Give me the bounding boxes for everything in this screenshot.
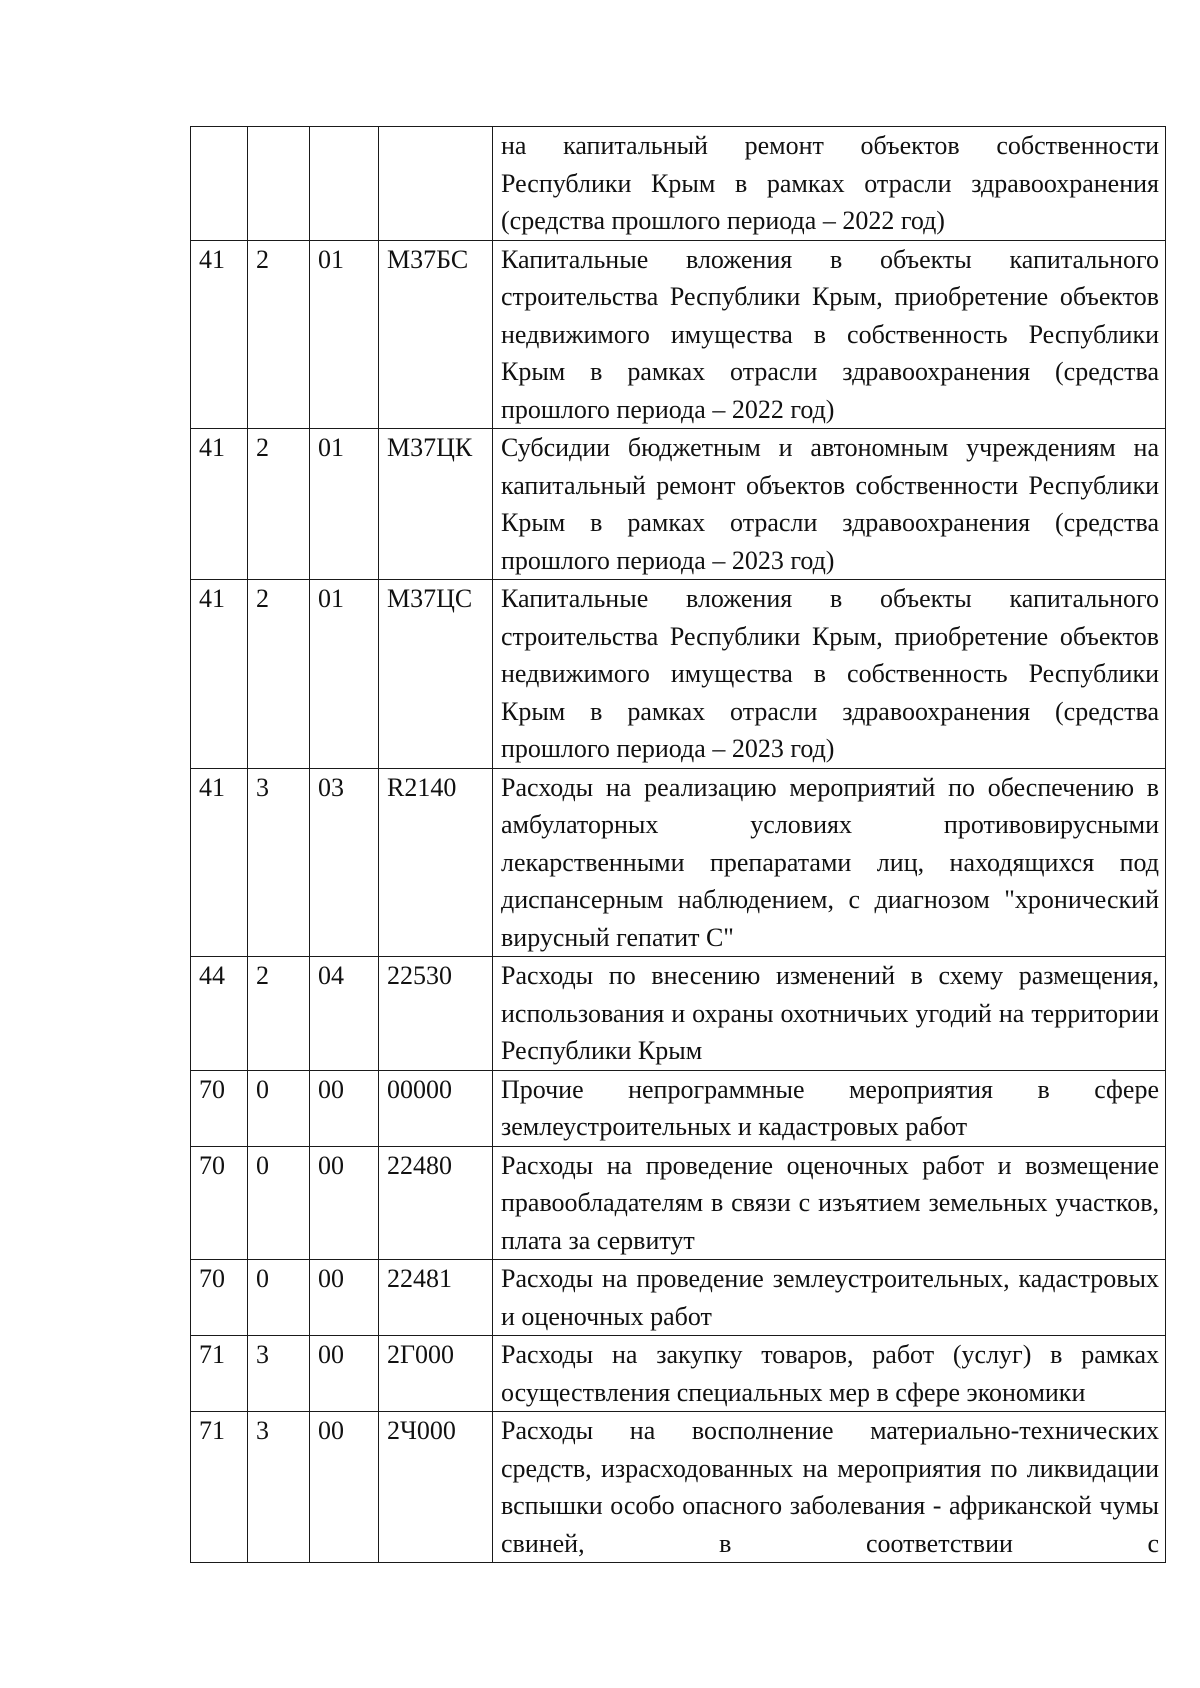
code-cell: 00 bbox=[310, 1070, 379, 1146]
description-cell: Расходы на реализацию мероприятий по обеспечению в амбулаторных условиях противовирусными лекарственными препаратами лиц, находящихся под диспансерным наблюдением, с диагнозом "хронический вирусный гепатит С" bbox=[493, 768, 1166, 957]
code-cell: 00 bbox=[310, 1412, 379, 1563]
table-row bbox=[191, 240, 1166, 429]
code-cell: R2140 bbox=[379, 768, 493, 957]
code-cell: 2 bbox=[248, 957, 310, 1071]
code-cell bbox=[310, 127, 379, 241]
code-cell: 70 bbox=[191, 1260, 248, 1336]
description-cell: Расходы на проведение землеустроительных, кадастровых и оценочных работ bbox=[493, 1260, 1166, 1336]
code-cell: 22481 bbox=[379, 1260, 493, 1336]
description-cell: на капитальный ремонт объектов собственности Республики Крым в рамках отрасли здравоохранения (средства прошлого периода – 2022 год) bbox=[493, 127, 1166, 241]
code-cell: 22530 bbox=[379, 957, 493, 1071]
code-cell: 44 bbox=[191, 957, 248, 1071]
code-cell: 2 bbox=[248, 240, 310, 429]
table-row bbox=[191, 1336, 1166, 1412]
code-cell: 41 bbox=[191, 580, 248, 769]
code-cell: 00 bbox=[310, 1336, 379, 1412]
table-row bbox=[191, 1412, 1166, 1563]
description-cell: Расходы на восполнение материально-технических средств, израсходованных на мероприятия по ликвидации вспышки особо опасного заболевания - африканской чумы свиней, в соответствии с bbox=[493, 1412, 1166, 1563]
code-cell: М37ЦК bbox=[379, 429, 493, 580]
code-cell: 2 bbox=[248, 580, 310, 769]
code-cell: 04 bbox=[310, 957, 379, 1071]
code-cell: 2 bbox=[248, 429, 310, 580]
description-cell: Капитальные вложения в объекты капитального строительства Республики Крым, приобретение объектов недвижимого имущества в собственность Республики Крым в рамках отрасли здравоохранения (средства прошлого периода – 2023 год) bbox=[493, 580, 1166, 769]
description-cell: Расходы на проведение оценочных работ и возмещение правообладателям в связи с изъятием земельных участков, плата за сервитут bbox=[493, 1146, 1166, 1260]
code-cell bbox=[379, 127, 493, 241]
code-cell: 41 bbox=[191, 768, 248, 957]
code-cell bbox=[248, 127, 310, 241]
description-cell: Расходы по внесению изменений в схему размещения, использования и охраны охотничьих угодий на территории Республики Крым bbox=[493, 957, 1166, 1071]
code-cell: М37БС bbox=[379, 240, 493, 429]
code-cell: 2Ч000 bbox=[379, 1412, 493, 1563]
code-cell: 70 bbox=[191, 1146, 248, 1260]
code-cell: 3 bbox=[248, 768, 310, 957]
table-row bbox=[191, 1070, 1166, 1146]
code-cell bbox=[191, 127, 248, 241]
code-cell: 0 bbox=[248, 1070, 310, 1146]
description-cell: Прочие непрограммные мероприятия в сфере землеустроительных и кадастровых работ bbox=[493, 1070, 1166, 1146]
code-cell: М37ЦС bbox=[379, 580, 493, 769]
table-row bbox=[191, 1146, 1166, 1260]
description-cell: Субсидии бюджетным и автономным учреждениям на капитальный ремонт объектов собственности Республики Крым в рамках отрасли здравоохранения (средства прошлого периода – 2023 год) bbox=[493, 429, 1166, 580]
code-cell: 03 bbox=[310, 768, 379, 957]
code-cell: 70 bbox=[191, 1070, 248, 1146]
code-cell: 01 bbox=[310, 429, 379, 580]
code-cell: 00 bbox=[310, 1146, 379, 1260]
code-cell: 01 bbox=[310, 240, 379, 429]
code-cell: 2Г000 bbox=[379, 1336, 493, 1412]
code-cell: 0 bbox=[248, 1146, 310, 1260]
table-row bbox=[191, 429, 1166, 580]
code-cell: 0 bbox=[248, 1260, 310, 1336]
table-row bbox=[191, 768, 1166, 957]
code-cell: 41 bbox=[191, 240, 248, 429]
table-row bbox=[191, 957, 1166, 1071]
table-row bbox=[191, 127, 1166, 241]
table-row bbox=[191, 580, 1166, 769]
code-cell: 71 bbox=[191, 1412, 248, 1563]
code-cell: 01 bbox=[310, 580, 379, 769]
code-cell: 71 bbox=[191, 1336, 248, 1412]
budget-classification-table bbox=[190, 126, 1166, 1563]
code-cell: 00000 bbox=[379, 1070, 493, 1146]
description-cell: Расходы на закупку товаров, работ (услуг) в рамках осуществления специальных мер в сфере экономики bbox=[493, 1336, 1166, 1412]
table-row bbox=[191, 1260, 1166, 1336]
description-cell: Капитальные вложения в объекты капитального строительства Республики Крым, приобретение объектов недвижимого имущества в собственность Республики Крым в рамках отрасли здравоохранения (средства прошлого периода – 2022 год) bbox=[493, 240, 1166, 429]
code-cell: 00 bbox=[310, 1260, 379, 1336]
code-cell: 3 bbox=[248, 1336, 310, 1412]
code-cell: 22480 bbox=[379, 1146, 493, 1260]
code-cell: 3 bbox=[248, 1412, 310, 1563]
code-cell: 41 bbox=[191, 429, 248, 580]
